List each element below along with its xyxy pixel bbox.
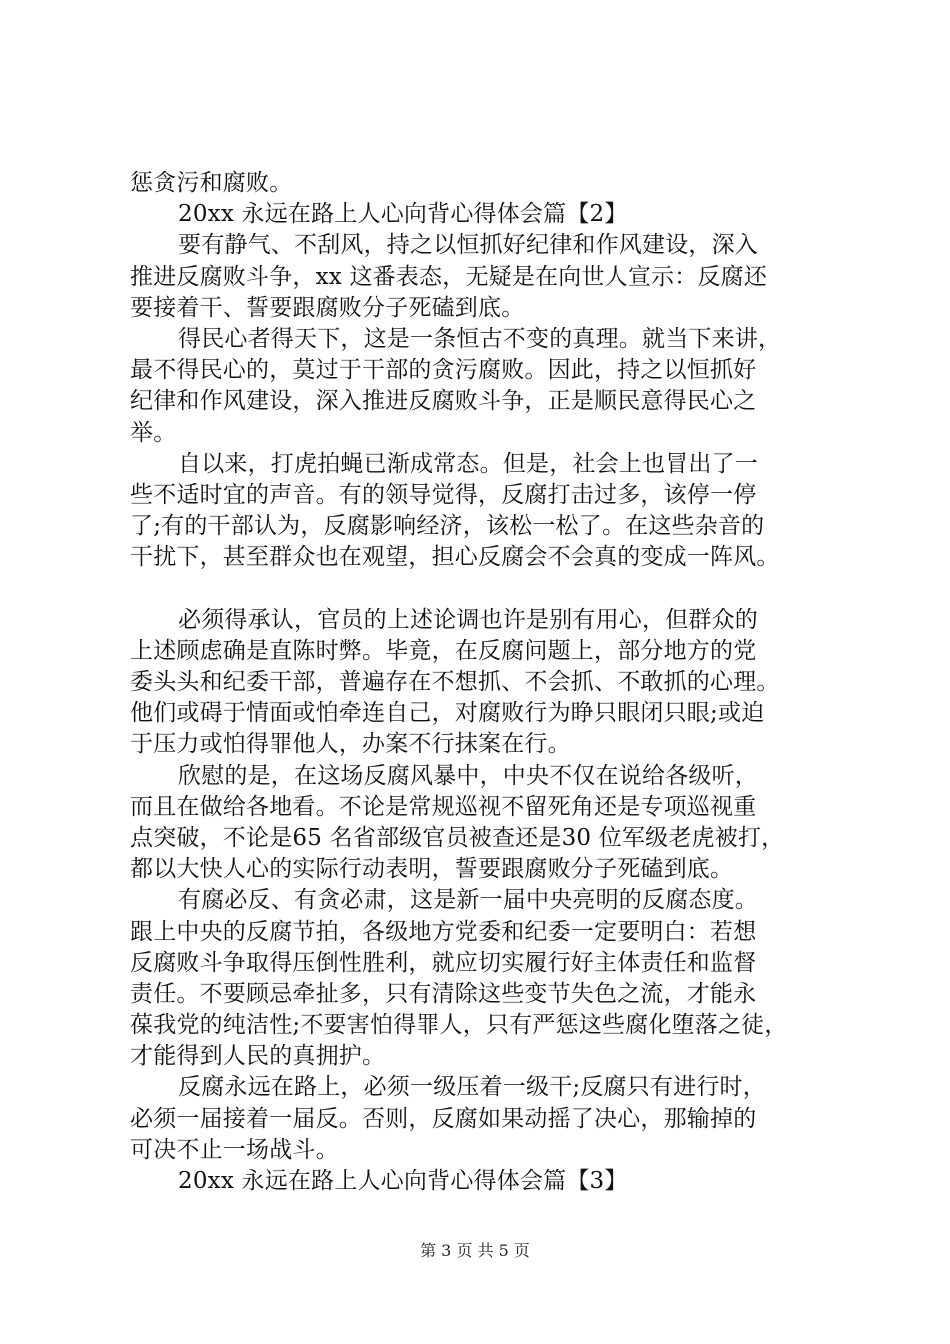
- text-line: 举。: [130, 419, 177, 446]
- text-line: 跟上中央的反腐节拍，各级地方党委和纪委一定要明白：若想: [130, 918, 757, 945]
- text-line: 推进反腐败斗争，xx 这番表态，无疑是在向世人宣示：反腐还: [130, 263, 768, 290]
- text-line: 些不适时宜的声音。有的领导觉得，反腐打击过多，该停一停: [130, 481, 757, 508]
- text-line: 得民心者得天下，这是一条恒古不变的真理。就当下来讲，: [178, 325, 782, 352]
- text-line: 反腐败斗争取得压倒性胜利，就应切实履行好主体责任和监督: [130, 949, 757, 976]
- text-line: 他们或碍于情面或怕牵连自己，对腐败行为睁只眼闭只眼;或迫: [130, 700, 765, 727]
- text-line: 必须一届接着一届反。否则，反腐如果动摇了决心，那输掉的: [130, 1105, 757, 1132]
- text-line: 要接着干、誓要跟腐败分子死磕到底。: [130, 294, 525, 321]
- text-line: 自以来，打虎拍蝇已渐成常态。但是，社会上也冒出了一: [178, 450, 758, 477]
- text-line: 要有静气、不刮风，持之以恒抓好纪律和作风建设，深入: [178, 232, 758, 259]
- text-line: 干扰下，甚至群众也在观望，担心反腐会不会真的变成一阵风。: [130, 544, 780, 571]
- section-heading: 20xx 永远在路上人心向背心得体会篇【2】: [178, 201, 628, 228]
- text-line: 才能得到人民的真拥护。: [130, 1043, 386, 1070]
- section-heading: 20xx 永远在路上人心向背心得体会篇【3】: [178, 1168, 628, 1194]
- text-line: 委头头和纪委干部，普遍存在不想抓、不会抓、不敢抓的心理。: [130, 669, 780, 695]
- document-body: [130, 168, 850, 1197]
- text-line: 有腐必反、有贪必肃，这是新一届中央亮明的反腐态度。: [178, 887, 758, 914]
- text-line: 而且在做给各地看。不论是常规巡视不留死角还是专项巡视重: [130, 793, 757, 820]
- text-line: 最不得民心的，莫过于干部的贪污腐败。因此，持之以恒抓好: [130, 357, 757, 384]
- text-line: 葆我党的纯洁性;不要害怕得罪人，只有严惩这些腐化堕落之徒，: [130, 1012, 788, 1039]
- text-line: 反腐永远在路上，必须一级压着一级干;反腐只有进行时，: [178, 1074, 766, 1101]
- text-line: 点突破，不论是65 名省部级官员被查还是30 位军级老虎被打，: [130, 824, 785, 851]
- text-line: 责任。不要顾忌牵扯多，只有清除这些变节失色之流，才能永: [130, 980, 757, 1007]
- text-line: 可决不止一场战斗。: [130, 1136, 339, 1163]
- page-footer: [0, 1240, 950, 1262]
- text-line: 必须得承认，官员的上述论调也许是别有用心，但群众的: [178, 606, 758, 633]
- text-line: 惩贪污和腐败。: [130, 170, 293, 196]
- page-number: 第 3 页 共 5 页: [420, 1241, 530, 1260]
- text-line: 欣慰的是，在这场反腐风暴中，中央不仅在说给各级听，: [178, 762, 758, 789]
- text-line: 都以大快人心的实际行动表明，誓要跟腐败分子死磕到底。: [130, 856, 734, 883]
- text-line: 了;有的干部认为，反腐影响经济，该松一松了。在这些杂音的: [130, 513, 765, 540]
- text-line: 上述顾虑确是直陈时弊。毕竟，在反腐问题上，部分地方的党: [130, 637, 757, 664]
- text-line: 纪律和作风建设，深入推进反腐败斗争，正是顺民意得民心之: [130, 388, 757, 415]
- paragraph-gap: [130, 573, 850, 604]
- text-line: 于压力或怕得罪他人，办案不行抹案在行。: [130, 731, 571, 758]
